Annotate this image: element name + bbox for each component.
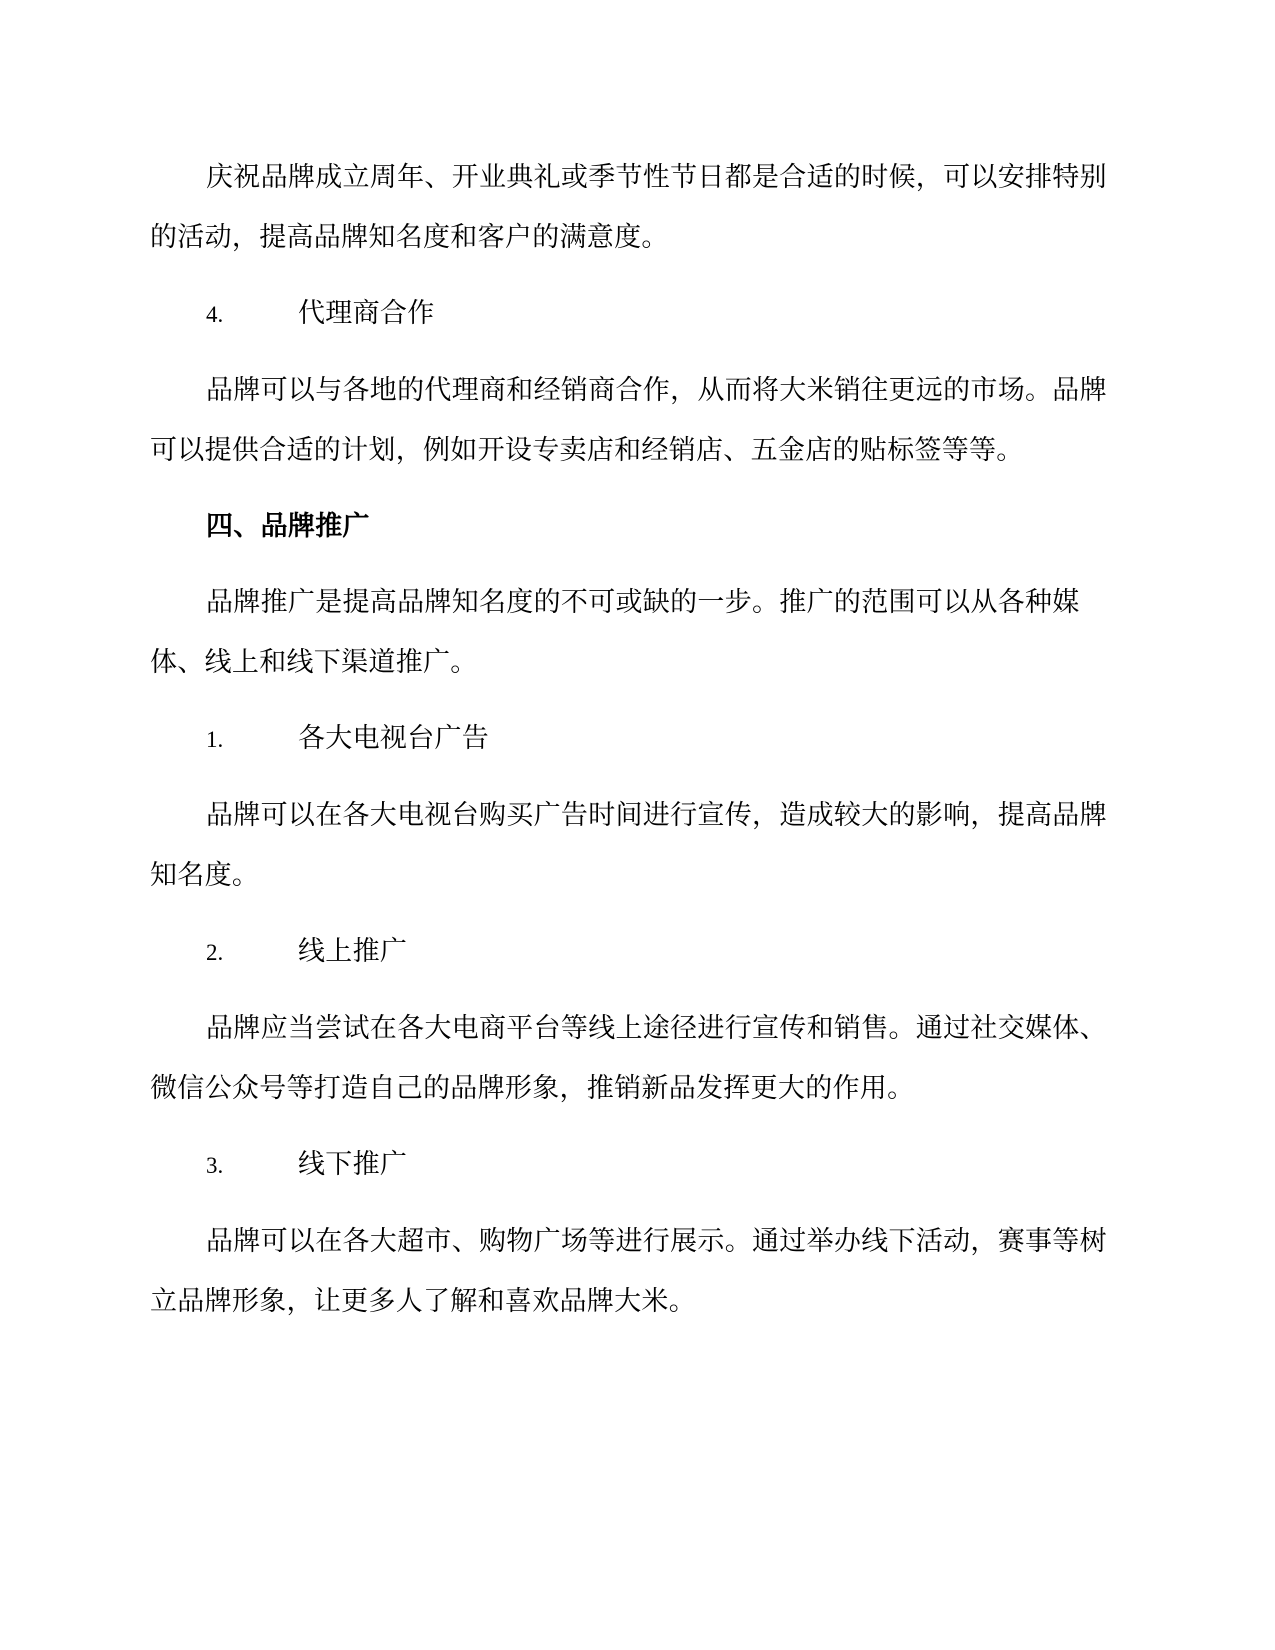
list-item-tv-ads — [150, 709, 1110, 770]
section-heading-brand-promotion: 四、品牌推广 — [206, 511, 370, 542]
paragraph-tv-ads: 品牌可以在各大电视台购买广告时间进行宣传，造成较大的影响，提高品牌知名度。 — [150, 800, 1107, 891]
list-item-label: 线上推广 — [298, 936, 408, 967]
paragraph-celebration-events: 庆祝品牌成立周年、开业典礼或季节性节日都是合适的时候，可以安排特别的活动，提高品牌知名度和客户的满意度。 — [150, 162, 1107, 253]
list-item-online-promotion — [150, 922, 1110, 983]
list-number: 3. — [206, 1153, 224, 1178]
list-item-offline-promotion — [150, 1135, 1110, 1196]
paragraph-online-promotion: 品牌应当尝试在各大电商平台等线上途径进行宣传和销售。通过社交媒体、微信公众号等打造自己的品牌形象，推销新品发挥更大的作用。 — [150, 1013, 1107, 1104]
paragraph-promotion-intro: 品牌推广是提高品牌知名度的不可或缺的一步。推广的范围可以从各种媒体、线上和线下渠道推广。 — [150, 587, 1080, 678]
list-number: 2. — [206, 940, 224, 965]
list-number: 4. — [206, 302, 224, 327]
list-item-agent-cooperation — [150, 284, 1110, 345]
paragraph-agent-cooperation: 品牌可以与各地的代理商和经销商合作，从而将大米销往更远的市场。品牌可以提供合适的计划，例如开设专卖店和经销店、五金店的贴标签等等。 — [150, 375, 1107, 466]
list-item-label: 代理商合作 — [298, 298, 435, 329]
paragraph-offline-promotion: 品牌可以在各大超市、购物广场等进行展示。通过举办线下活动，赛事等树立品牌形象，让更多人了解和喜欢品牌大米。 — [150, 1226, 1107, 1317]
list-item-label: 各大电视台广告 — [298, 723, 490, 754]
list-number: 1. — [206, 727, 224, 752]
document-body — [150, 148, 1110, 1348]
list-item-label: 线下推广 — [298, 1149, 408, 1180]
